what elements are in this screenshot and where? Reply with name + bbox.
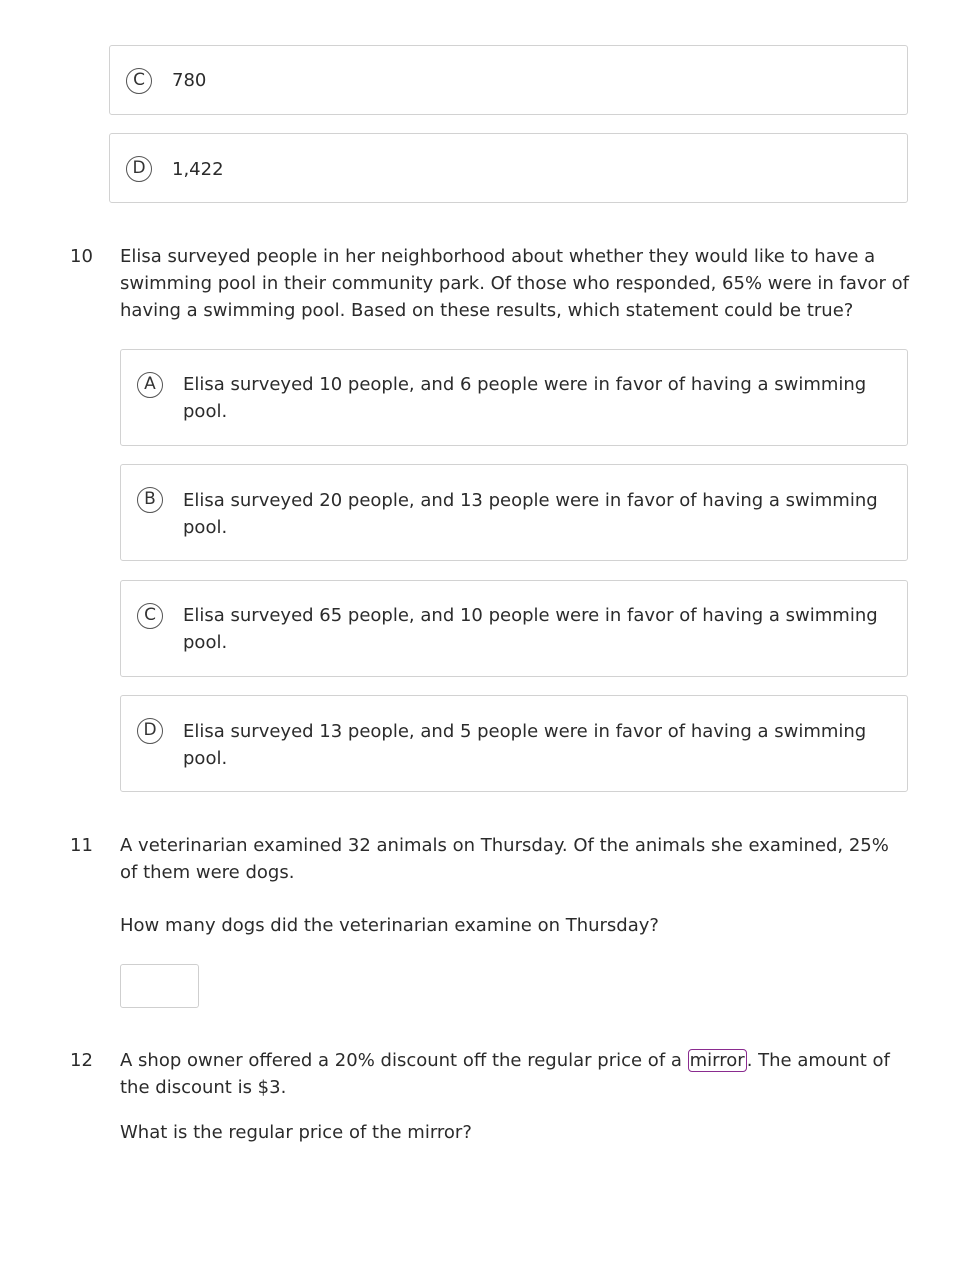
prompt-text: . The amount of the discount is $3.	[120, 1050, 890, 1098]
choice-text: 1,422	[172, 159, 224, 180]
q10-choice-a[interactable]	[120, 349, 908, 446]
prompt-text: A shop owner offered a 20% discount off the regular price of a	[120, 1050, 688, 1071]
choice-text: Elisa surveyed 13 people, and 5 people were in favor of having a swimming pool.	[183, 721, 867, 769]
q9-choice-c[interactable]	[109, 45, 908, 115]
choice-letter-c: C	[137, 603, 163, 629]
question-text: What is the regular price of the mirror?	[120, 1122, 472, 1143]
answer-input[interactable]	[120, 964, 199, 1008]
highlighted-word[interactable]: mirror	[689, 1050, 745, 1071]
q10-choice-c[interactable]	[120, 580, 908, 677]
choice-letter-b: B	[137, 487, 163, 513]
choice-letter-d: D	[137, 718, 163, 744]
question-prompt	[120, 1047, 910, 1101]
question-number: 10	[70, 246, 93, 267]
choice-letter-c: C	[126, 68, 152, 94]
choice-letter-d: D	[126, 156, 152, 182]
question-number: 11	[70, 835, 93, 856]
choice-text: 780	[172, 70, 207, 91]
choice-text: Elisa surveyed 65 people, and 10 people were in favor of having a swimming pool.	[183, 605, 878, 653]
question-prompt: A veterinarian examined 32 animals on Thursday. Of the animals she examined, 25% of them were dogs.	[120, 835, 889, 883]
choice-text: Elisa surveyed 20 people, and 13 people were in favor of having a swimming pool.	[183, 490, 878, 538]
q9-choice-d[interactable]	[109, 133, 908, 203]
question-number: 12	[70, 1050, 93, 1071]
question-text: How many dogs did the veterinarian examine on Thursday?	[120, 915, 659, 936]
choice-letter-a: A	[137, 372, 163, 398]
question-prompt: Elisa surveyed people in her neighborhood about whether they would like to have a swimming pool in their community park. Of those who responded, 65% were in favor of having a swimming pool. Based on these results, which statement could be true?	[120, 246, 910, 321]
choice-text: Elisa surveyed 10 people, and 6 people were in favor of having a swimming pool.	[183, 374, 867, 422]
q10-choice-b[interactable]	[120, 464, 908, 561]
q10-choice-d[interactable]	[120, 695, 908, 792]
